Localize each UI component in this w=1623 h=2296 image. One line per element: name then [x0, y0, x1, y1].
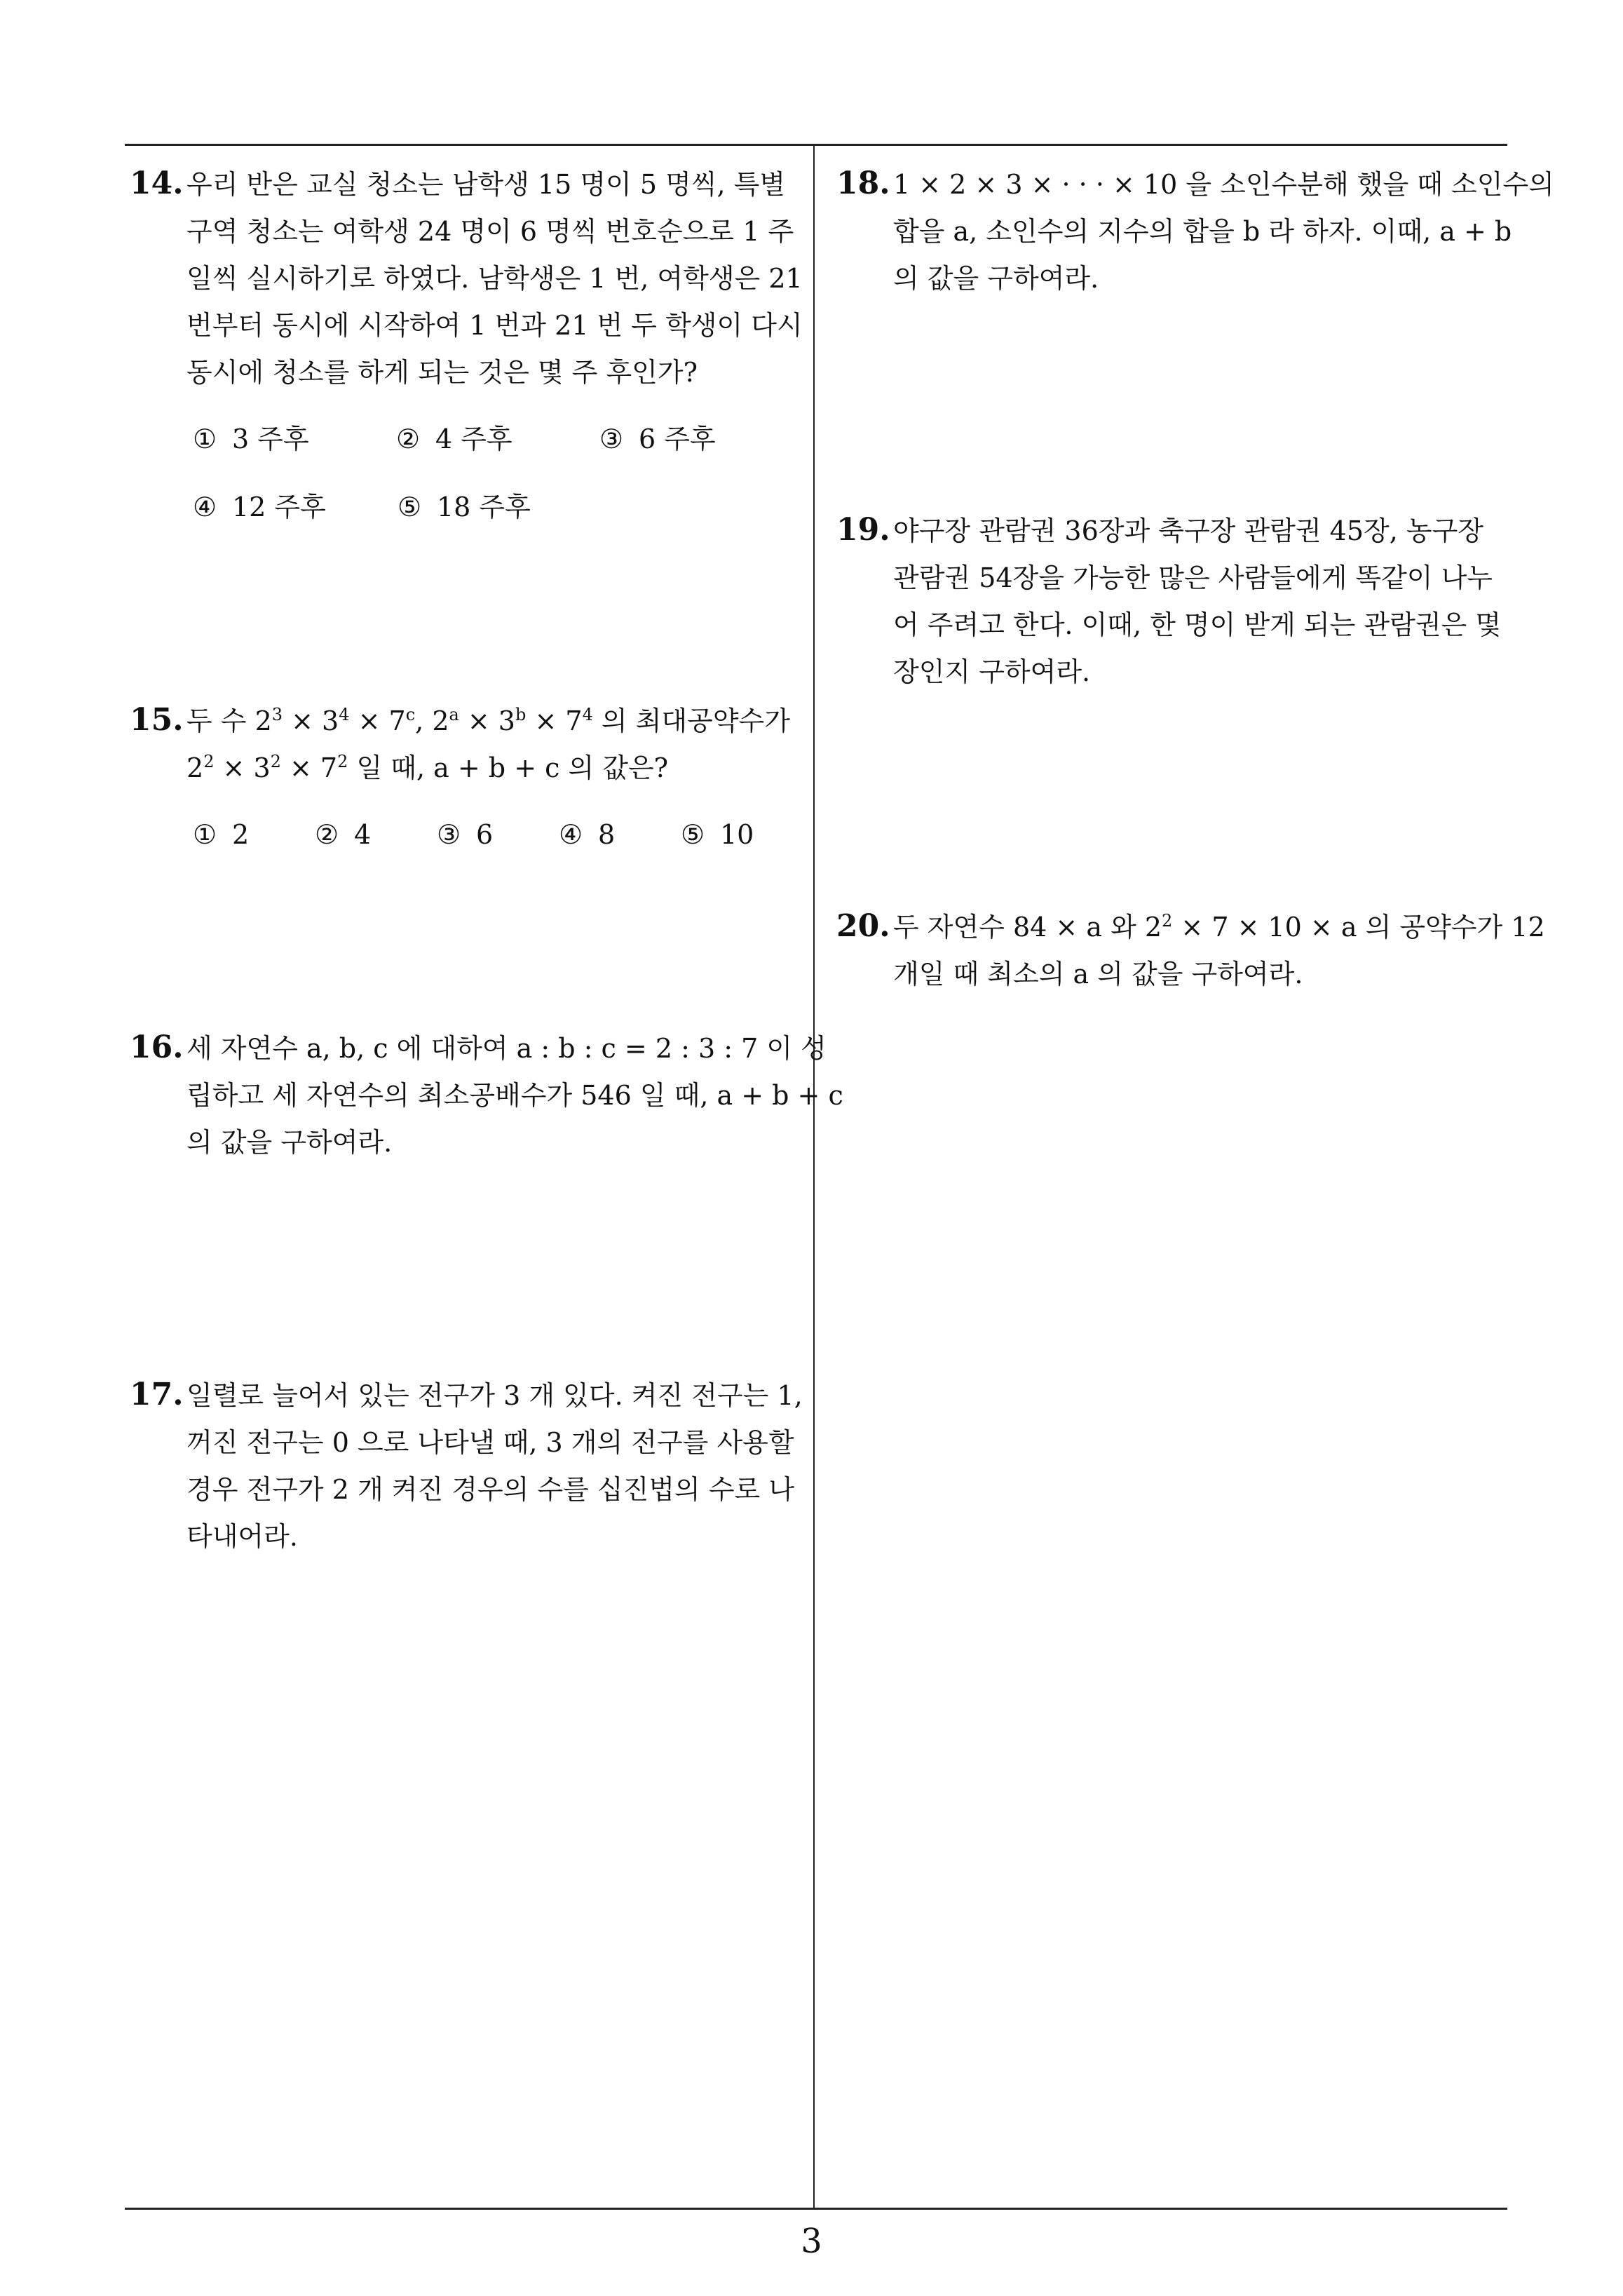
problem-text-line: 일씩 실시하기로 하였다. 남학생은 1 번, 여학생은 21 [186, 263, 803, 294]
problem-text-line: 어 주려고 한다. 이때, 한 명이 받게 되는 관람권은 몇 [893, 609, 1502, 640]
problem-text-line: 의 값을 구하여라. [893, 263, 1099, 294]
answer-choices [130, 416, 803, 552]
problem-text-line: 1 × 2 × 3 × · · · × 10 을 소인수분해 했을 때 소인수의 [893, 169, 1554, 200]
problem-number: 20. [836, 908, 890, 944]
problem-14 [130, 160, 803, 552]
problem-text-line: 꺼진 전구는 0 으로 나타낼 때, 3 개의 전구를 사용할 [186, 1427, 794, 1458]
choice-4[interactable]: ④ 12 주후 [193, 492, 326, 522]
problem-number: 17. [130, 1377, 184, 1412]
choice-5[interactable]: ⑤ 18 주후 [398, 492, 531, 522]
choice-5[interactable]: ⑤ 10 [681, 819, 754, 850]
answer-choices [130, 811, 803, 879]
choice-1[interactable]: ① 2 [193, 819, 250, 850]
problem-text-line: 동시에 청소를 하게 되는 것은 몇 주 후인가? [186, 357, 698, 388]
choice-3[interactable]: ③ 6 주후 [599, 424, 716, 454]
problem-19 [836, 506, 1509, 696]
problem-17 [130, 1371, 803, 1560]
problem-text-line: 관람권 54장을 가능한 많은 사람들에게 똑같이 나누 [893, 562, 1493, 593]
problem-text-line: 세 자연수 a, b, c 에 대하여 a : b : c = 2 : 3 : 7 이 성 [186, 1033, 827, 1064]
problem-text-line: 구역 청소는 여학생 24 명이 6 명씩 번호순으로 1 주 [186, 216, 794, 247]
problem-number: 16. [130, 1029, 184, 1065]
problem-text-line: 일렬로 늘어서 있는 전구가 3 개 있다. 켜진 전구는 1, [186, 1380, 803, 1411]
column-divider [813, 145, 815, 2208]
problem-text-line: 번부터 동시에 시작하여 1 번과 21 번 두 학생이 다시 [186, 310, 803, 341]
problem-number: 19. [836, 512, 890, 548]
problem-text-line: 립하고 세 자연수의 최소공배수가 546 일 때, a + b + c [186, 1080, 843, 1111]
problem-text-line: 합을 a, 소인수의 지수의 합을 b 라 하자. 이때, a + b [893, 216, 1512, 247]
problem-text-line: 경우 전구가 2 개 켜진 경우의 수를 십진법의 수로 나 [186, 1474, 795, 1505]
problem-text-line: 의 값을 구하여라. [186, 1127, 393, 1158]
problem-20 [836, 903, 1545, 998]
top-rule [125, 144, 1507, 146]
problem-text-line: $2^2 \times 3^2 \times 7^2$ 일 때, a + b + c 의 값은? [186, 752, 669, 783]
problem-text-line: 타내어라. [186, 1521, 298, 1552]
choice-4[interactable]: ④ 8 [559, 819, 616, 850]
problem-text-line: 야구장 관람권 36장과 축구장 관람권 45장, 농구장 [893, 515, 1484, 546]
choice-2[interactable]: ② 4 주후 [396, 424, 512, 454]
choice-2[interactable]: ② 4 [315, 819, 372, 850]
problem-text-line: 두 수 $2^3 \times 3^4 \times 7^c$, $2^a \times 3^b \times 7^4$ 의 최대공약수가 [186, 705, 790, 736]
choice-3[interactable]: ③ 6 [437, 819, 494, 850]
problem-text-line: 장인지 구하여라. [893, 656, 1091, 687]
problem-number: 15. [130, 702, 184, 738]
problem-18 [836, 160, 1554, 302]
problem-number: 14. [130, 166, 184, 201]
problem-16 [130, 1024, 843, 1166]
problem-text-line: 우리 반은 교실 청소는 남학생 15 명이 5 명씩, 특별 [186, 169, 786, 200]
problem-text-line: 두 자연수 84 × a 와 $2^2 \times 7 \times 10 \times a$ 의 공약수가 12 [893, 911, 1545, 943]
problem-text-line: 개일 때 최소의 a 의 값을 구하여라. [893, 959, 1303, 990]
bottom-rule [125, 2208, 1507, 2210]
choice-1[interactable]: ① 3 주후 [193, 424, 309, 454]
page-number: 3 [801, 2222, 822, 2261]
problem-number: 18. [836, 166, 890, 201]
problem-15 [130, 696, 803, 879]
